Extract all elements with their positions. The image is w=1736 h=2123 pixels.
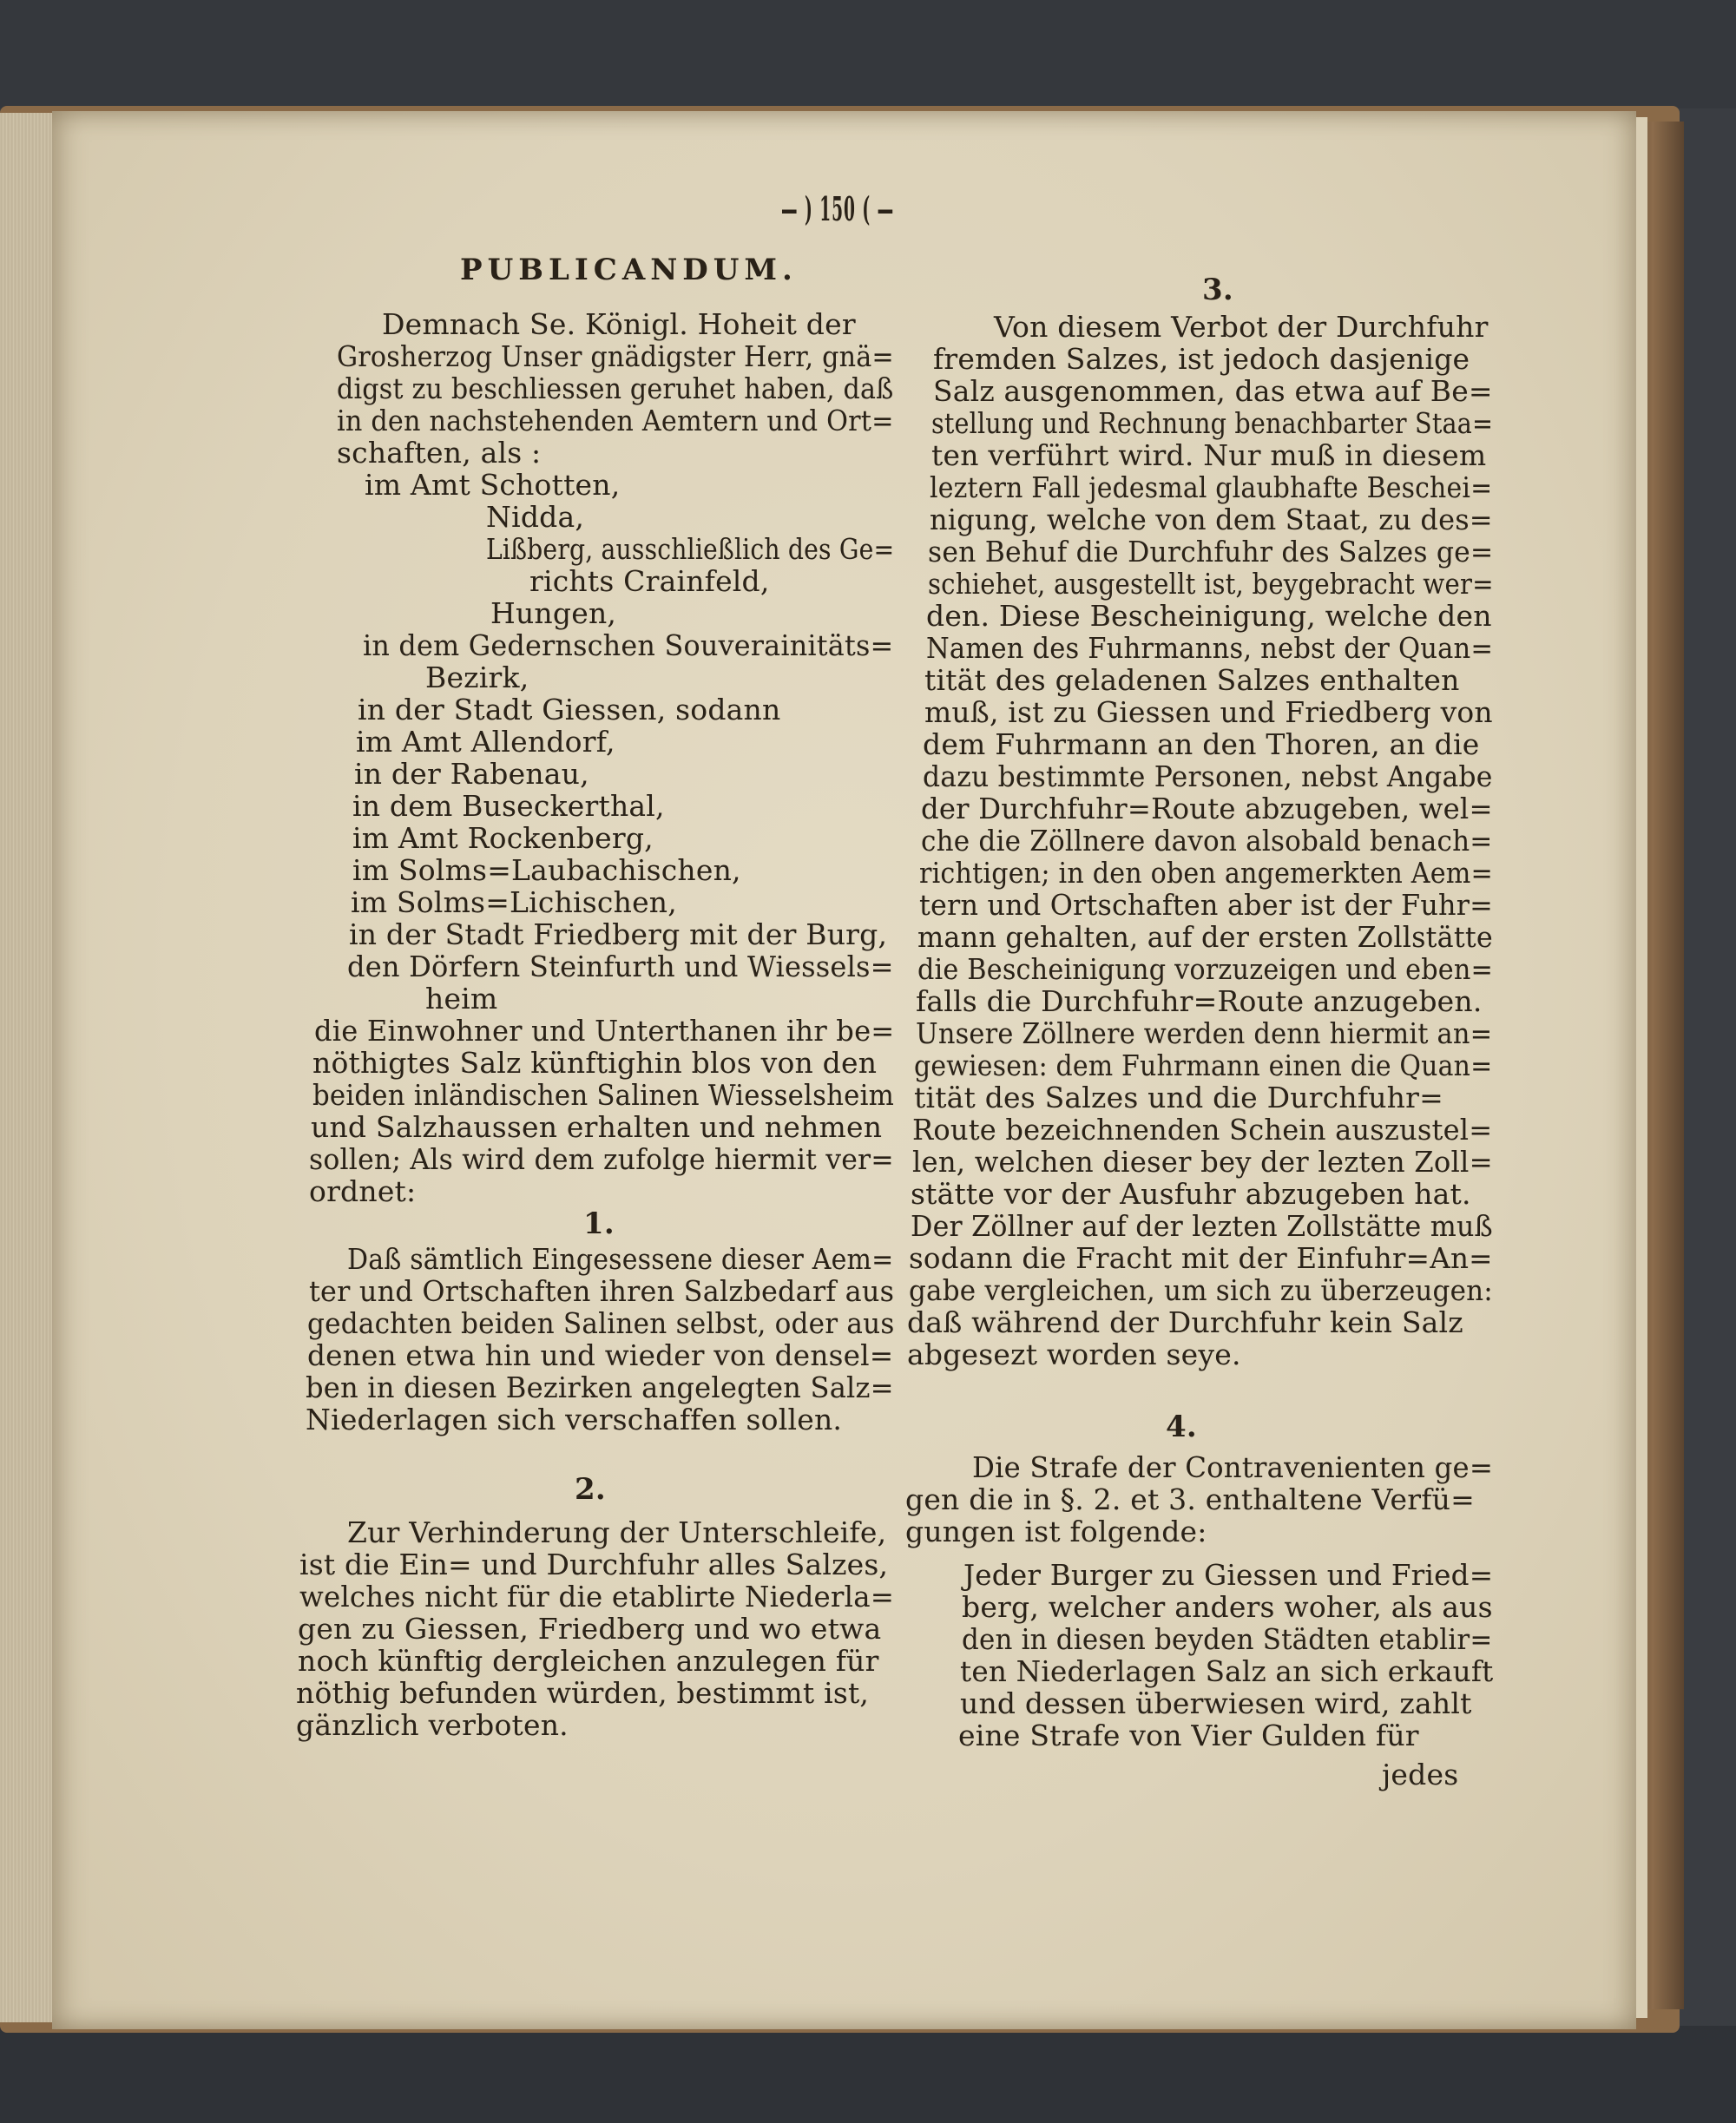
place-item: im Solms=Lichischen, xyxy=(351,885,677,919)
section-3-line: schiehet, ausgestellt ist, beygebracht wer= xyxy=(928,567,1494,601)
section-3-line: Route bezeichnenden Schein auszustel= xyxy=(912,1113,1493,1147)
section-2-line: gänzlich verboten. xyxy=(296,1708,569,1742)
place-item: im Amt Allendorf, xyxy=(356,725,615,759)
section-3-line: Der Zöllner auf der lezten Zollstätte muß xyxy=(911,1209,1493,1243)
section-4-line: gungen ist folgende: xyxy=(905,1515,1207,1548)
conclusion-line: nöthigtes Salz künftighin blos von den xyxy=(312,1046,878,1080)
conclusion-line: ordnet: xyxy=(309,1174,417,1208)
section-3-line: ten verführt wird. Nur muß in diesem xyxy=(931,438,1487,472)
place-item: in der Stadt Giessen, sodann xyxy=(358,693,781,726)
section-1-line: Daß sämtlich Eingesessene dieser Aem= xyxy=(347,1242,894,1276)
place-item: im Amt Rockenberg, xyxy=(352,821,654,855)
place-item: den Dörfern Steinfurth und Wiessels= xyxy=(347,950,894,983)
section-3-line: Unsere Zöllnere werden denn hiermit an= xyxy=(916,1016,1493,1050)
intro-line: digst zu beschliessen geruhet haben, daß xyxy=(337,371,894,405)
conclusion-line: sollen; Als wird dem zufolge hiermit ver= xyxy=(309,1142,894,1176)
section-3-line: abgesezt worden seye. xyxy=(907,1338,1241,1371)
section-3-line: len, welchen dieser bey der lezten Zoll= xyxy=(912,1145,1493,1179)
section-3-line: muß, ist zu Giessen und Friedberg von xyxy=(924,695,1493,729)
section-3-line: richtigen; in den oben angemerkten Aem= xyxy=(919,856,1493,890)
section-3-line: sen Behuf die Durchfuhr des Salzes ge= xyxy=(928,535,1494,569)
intro-line: in den nachstehenden Aemtern und Ort= xyxy=(337,404,894,437)
section-2-line: gen zu Giessen, Friedberg und wo etwa xyxy=(298,1612,882,1646)
section-3-line: gewiesen: dem Fuhrmann einen die Quan= xyxy=(914,1048,1493,1082)
section-3-line: sodann die Fracht mit der Einfuhr=An= xyxy=(909,1241,1493,1275)
intro-line: Grosherzog Unser gnädigster Herr, gnä= xyxy=(337,339,894,373)
section-3-line: daß während der Durchfuhr kein Salz xyxy=(907,1305,1463,1339)
section-1-line: ter und Ortschaften ihren Salzbedarf aus xyxy=(309,1274,895,1308)
section-2-line: ist die Ein= und Durchfuhr alles Salzes, xyxy=(299,1548,889,1581)
section-3-line: mann gehalten, auf der ersten Zollstätte xyxy=(917,920,1493,954)
place-item: richts Crainfeld, xyxy=(529,564,770,598)
place-item: in dem Buseckerthal, xyxy=(352,789,665,823)
section-3-line: stellung und Rechnung benachbarter Staa= xyxy=(931,406,1494,440)
section-1-number: 1. xyxy=(583,1206,615,1241)
section-1-line: denen etwa hin und wieder von densel= xyxy=(307,1338,894,1372)
section-1-line: Niederlagen sich verschaffen sollen. xyxy=(306,1403,843,1436)
section-4-line: Die Strafe der Contravenienten ge= xyxy=(972,1450,1494,1484)
place-item: im Solms=Laubachischen, xyxy=(352,853,741,887)
section-2-number: 2. xyxy=(575,1472,606,1507)
section-4-line: Jeder Burger zu Giessen und Fried= xyxy=(963,1558,1494,1592)
section-3-line: die Bescheinigung vorzuzeigen und eben= xyxy=(917,952,1494,986)
section-4-line: gen die in §. 2. et 3. enthaltene Verfü= xyxy=(905,1482,1475,1516)
section-3-line: tern und Ortschaften aber ist der Fuhr= xyxy=(919,888,1494,922)
section-4-line: ten Niederlagen Salz an sich erkauft xyxy=(960,1654,1494,1688)
place-item: Hungen, xyxy=(490,596,617,630)
section-3-line: dazu bestimmte Personen, nebst Angabe xyxy=(923,759,1493,793)
section-3-line: fremden Salzes, ist jedoch dasjenige xyxy=(933,342,1470,376)
place-item: Lißberg, ausschließlich des Ge= xyxy=(486,532,895,566)
section-2-line: nöthig befunden würden, bestimmt ist, xyxy=(296,1676,870,1710)
section-4-line: und dessen überwiesen wird, zahlt xyxy=(960,1686,1472,1720)
place-item: im Amt Schotten, xyxy=(365,468,621,502)
section-4-line: berg, welcher anders woher, als aus xyxy=(962,1590,1493,1624)
place-item: in dem Gedernschen Souverainitäts= xyxy=(363,628,894,662)
section-3-line: falls die Durchfuhr=Route anzugeben. xyxy=(916,984,1483,1018)
section-3-line: dem Fuhrmann an den Thoren, an die xyxy=(923,727,1480,761)
section-3-line: Salz ausgenommen, das etwa auf Be= xyxy=(933,374,1493,408)
section-3-line: leztern Fall jedesmal glaubhafte Beschei= xyxy=(930,470,1493,504)
intro-line: Demnach Se. Königl. Hoheit der xyxy=(382,307,856,341)
place-item: Bezirk, xyxy=(425,661,529,694)
conclusion-line: die Einwohner und Unterthanen ihr be= xyxy=(314,1014,895,1048)
section-4-line: den in diesen beyden Städten etablir= xyxy=(962,1622,1493,1656)
section-2-line: Zur Verhinderung der Unterschleife, xyxy=(347,1515,887,1549)
section-1-line: gedachten beiden Salinen selbst, oder aus xyxy=(307,1306,895,1340)
section-3-line: che die Zöllnere davon alsobald benach= xyxy=(921,824,1493,858)
place-item: in der Rabenau, xyxy=(354,757,589,791)
place-item: Nidda, xyxy=(486,500,585,534)
section-3-line: stätte vor der Ausfuhr abzugeben hat. xyxy=(911,1177,1471,1211)
intro-line: schaften, als : xyxy=(337,436,542,470)
conclusion-line: beiden inländischen Salinen Wiesselsheim xyxy=(312,1078,895,1112)
section-1-line: ben in diesen Bezirken angelegten Salz= xyxy=(306,1370,894,1404)
place-item: in der Stadt Friedberg mit der Burg, xyxy=(349,917,888,951)
section-3-line: Von diesem Verbot der Durchfuhr xyxy=(994,310,1489,344)
section-3-line: tität des geladenen Salzes enthalten xyxy=(924,663,1460,697)
publicandum-heading: PUBLICANDUM. xyxy=(460,253,798,287)
place-item: heim xyxy=(425,982,498,1015)
section-3-line: gabe vergleichen, um sich zu überzeugen: xyxy=(909,1273,1493,1307)
section-3-number: 3. xyxy=(1202,273,1233,307)
section-3-line: der Durchfuhr=Route abzugeben, wel= xyxy=(921,792,1493,825)
section-2-line: welches nicht für die etablirte Niederla= xyxy=(299,1580,895,1614)
section-4-line: eine Strafe von Vier Gulden für xyxy=(958,1719,1419,1752)
catchword: jedes xyxy=(1382,1758,1459,1791)
section-2-line: noch künftig dergleichen anzulegen für xyxy=(298,1644,879,1678)
section-3-line: den. Diese Bescheinigung, welche den xyxy=(926,599,1492,633)
section-3-line: nigung, welche von dem Staat, zu des= xyxy=(930,503,1493,536)
section-3-line: tität des Salzes und die Durchfuhr= xyxy=(914,1081,1443,1114)
conclusion-line: und Salzhaussen erhalten und nehmen xyxy=(311,1110,883,1144)
page-number: — ) 150 ( — xyxy=(781,189,895,228)
section-4-number: 4. xyxy=(1166,1410,1197,1444)
section-3-line: Namen des Fuhrmanns, nebst der Quan= xyxy=(926,631,1494,665)
